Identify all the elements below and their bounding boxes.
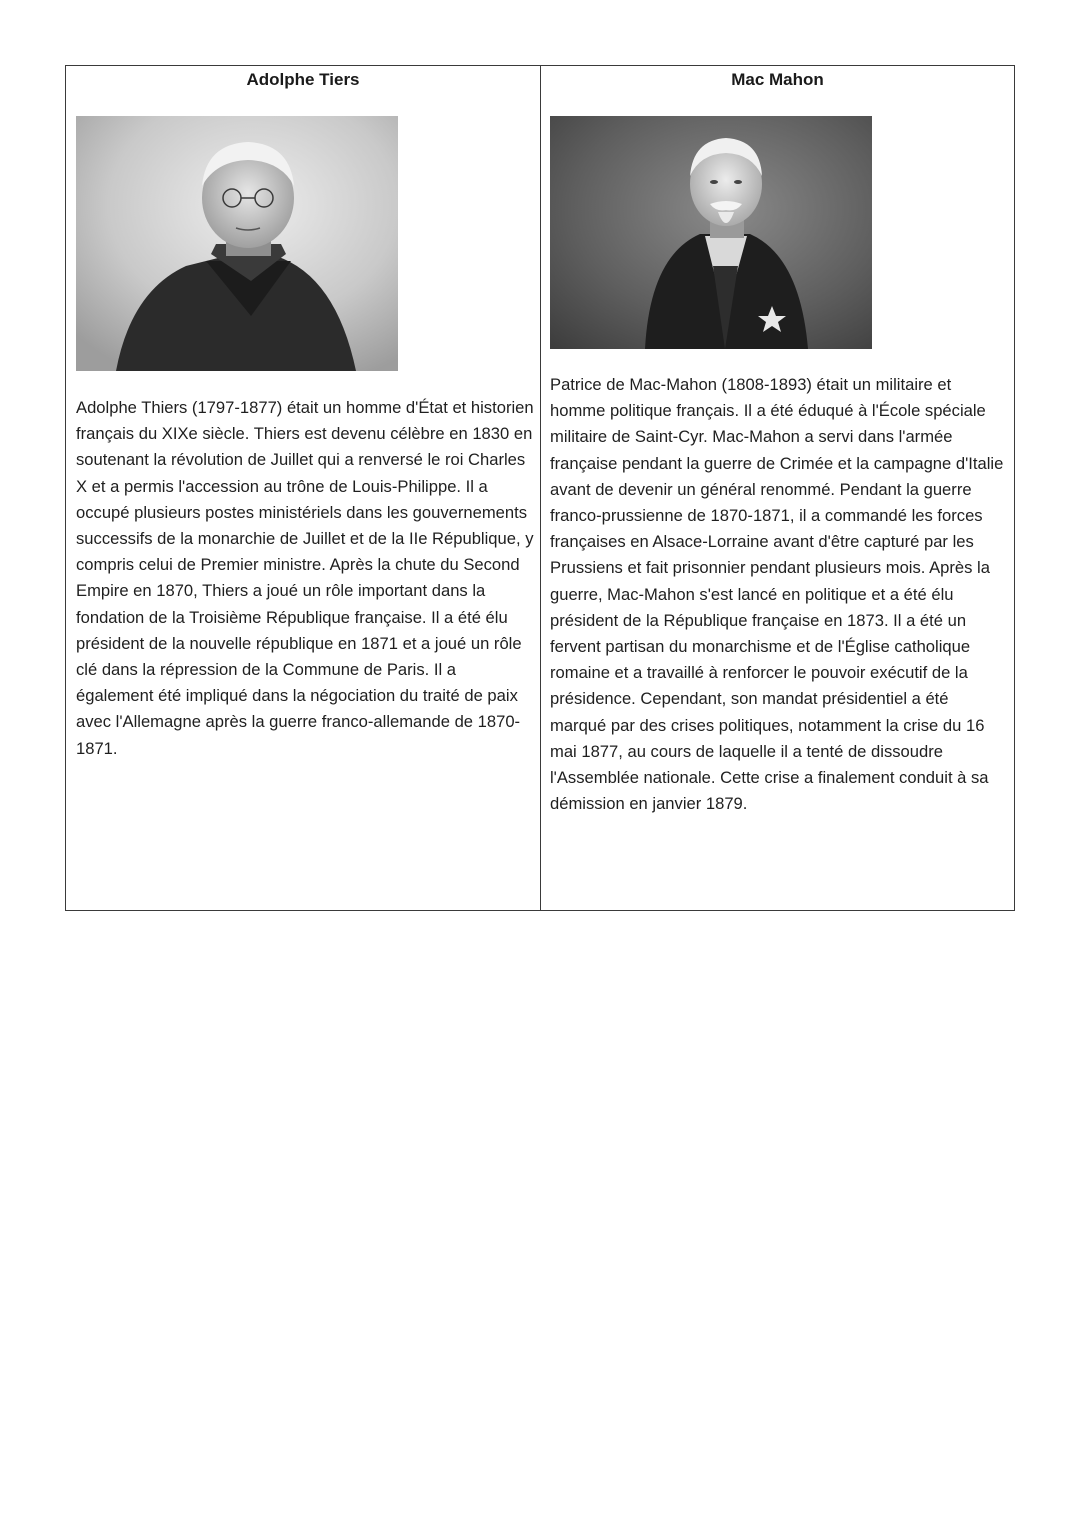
macmahon-portrait [550, 116, 872, 349]
macmahon-name: Mac Mahon [731, 70, 824, 89]
macmahon-biography: Patrice de Mac-Mahon (1808-1893) était un militaire et homme politique français. Il a été éduqué à l'École spéciale militaire de Saint-Cyr. Mac-Mahon a servi dans l'armée française pendant la guerre de Crimée et la campagne d'Italie avant de devenir un général renommé. Pendant la guerre franco-prussienne de 1870-1871, il a commandé les forces françaises en Alsace-Lorraine avant d'être capturé par les Prussiens et fait prisonnier pendant plusieurs mois. Après la guerre, Mac-Mahon s'est lancé en politique et a été élu président de la République française en 1873. Il a été un fervent partisan du monarchisme et de l'Église catholique romaine et a travaillé à renforcer le pouvoir exécutif de la présidence. Cependant, son mandat présidentiel a été marqué par des crises politiques, notamment la crise du 16 mai 1877, au cours de laquelle il a tenté de dissoudre l'Assemblée nationale. Cette crise a finalement conduit à sa démission en janvier 1879. [550, 375, 1004, 814]
thiers-portrait [76, 116, 398, 371]
comparison-table [65, 65, 1015, 911]
thiers-biography: Adolphe Thiers (1797-1877) était un homme d'État et historien français du XIXe siècle. Thiers est devenu célèbre en 1830 en soutenant la révolution de Juillet qui a renversé le roi Charles X et a permis l'accession au trône de Louis-Philippe. Il a occupé plusieurs postes ministériels dans les gouvernements successifs de la monarchie de Juillet et de la IIe République, y compris celui de Premier ministre. Après la chute du Second Empire en 1870, Thiers a joué un rôle important dans la fondation de la Troisième République française. Il a été élu président de la nouvelle république en 1871 et a joué un rôle clé dans la répression de la Commune de Paris. Il a également été impliqué dans la négociation du traité de paix avec l'Allemagne après la guerre franco-allemande de 1870-1871. [76, 398, 534, 758]
thiers-name: Adolphe Tiers [246, 70, 360, 89]
macmahon-cell [541, 66, 1014, 910]
thiers-cell [66, 66, 541, 910]
